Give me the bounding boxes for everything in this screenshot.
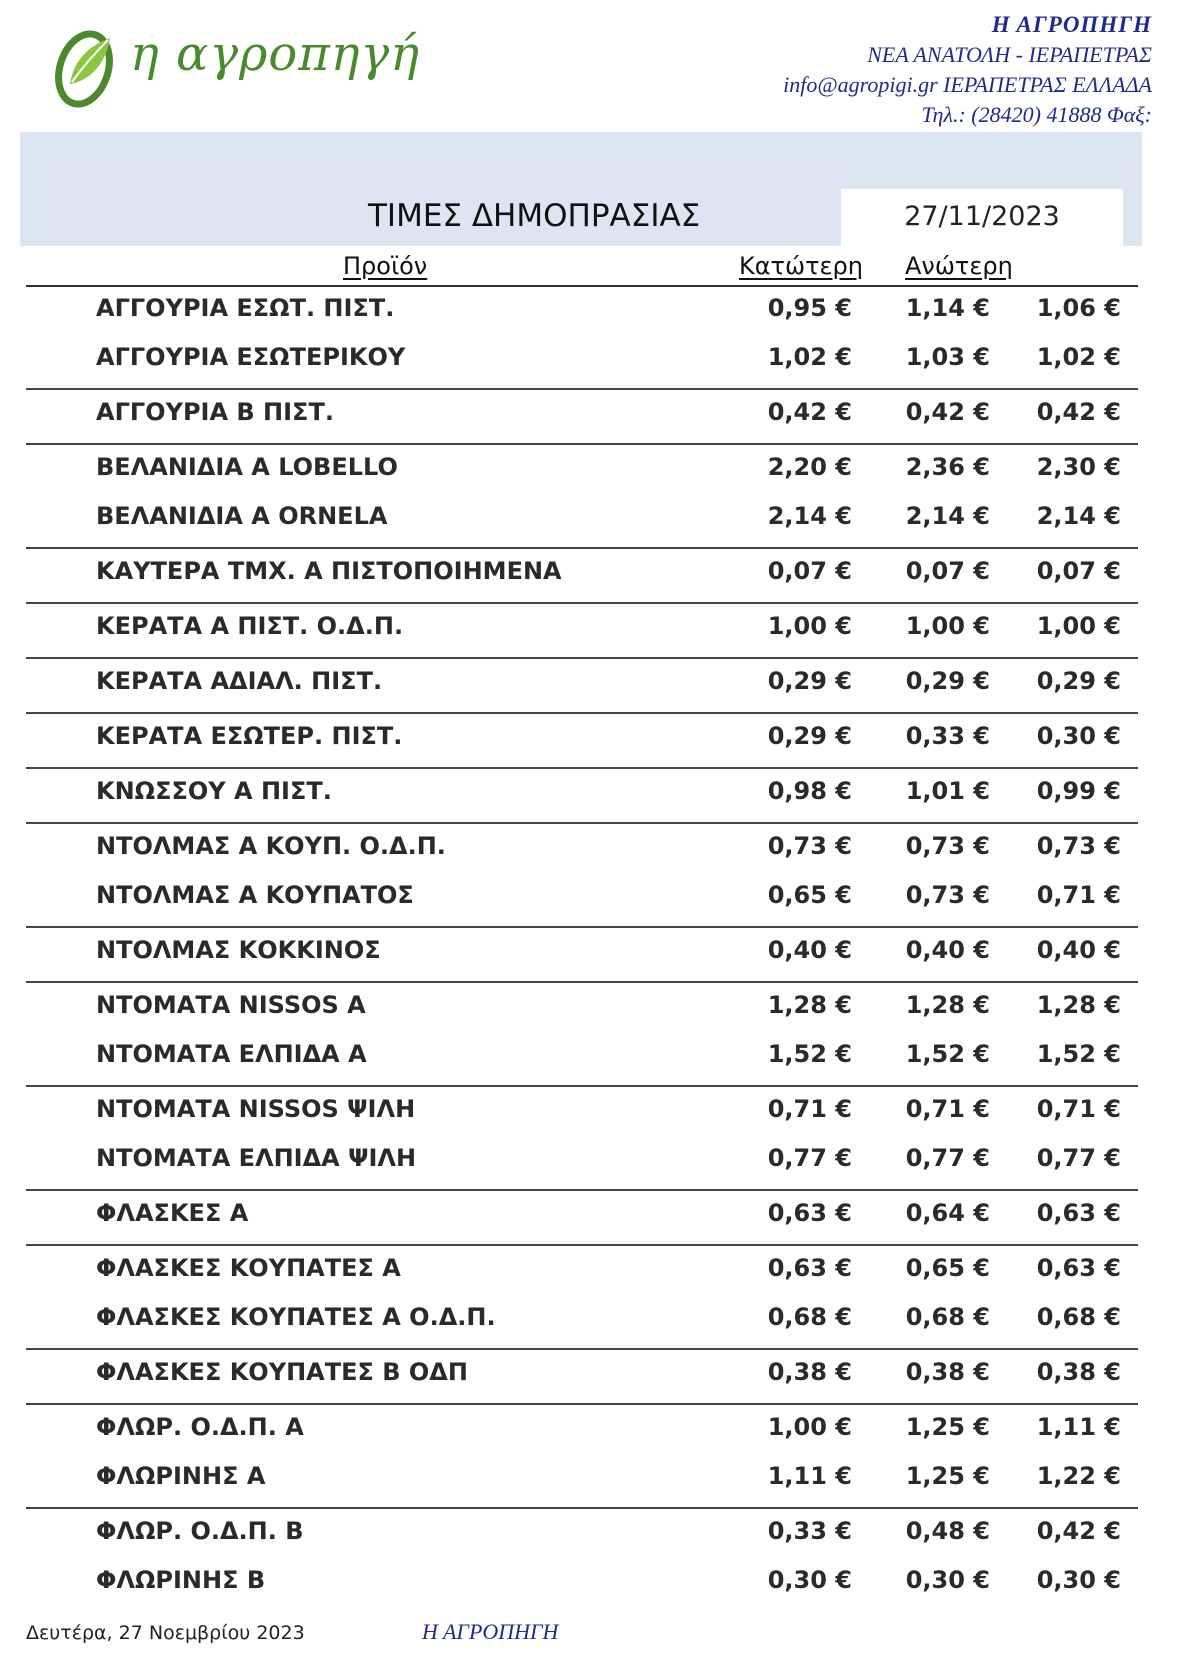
price-avg: 0,30 € xyxy=(1036,1566,1121,1594)
price-low: 1,02 € xyxy=(767,343,852,371)
row-separator xyxy=(26,443,1138,445)
price-avg: 0,29 € xyxy=(1036,667,1121,695)
product-name: ΦΛΩΡ. Ο.Δ.Π. Α xyxy=(96,1413,304,1441)
company-name: Η ΑΓΡΟΠΗΓΗ xyxy=(991,12,1152,37)
price-avg: 1,00 € xyxy=(1036,612,1121,640)
price-avg: 0,99 € xyxy=(1036,777,1121,805)
product-name: ΝΤΟΜΑΤΑ NISSOS Α xyxy=(96,991,366,1019)
price-avg: 0,73 € xyxy=(1036,832,1121,860)
price-low: 0,77 € xyxy=(767,1144,852,1172)
price-low: 2,20 € xyxy=(767,453,852,481)
price-high: 1,03 € xyxy=(905,343,990,371)
row-separator xyxy=(26,767,1138,769)
price-high: 0,65 € xyxy=(905,1254,990,1282)
row-separator xyxy=(26,1189,1138,1191)
price-avg: 0,77 € xyxy=(1036,1144,1121,1172)
price-high: 0,73 € xyxy=(905,832,990,860)
product-name: ΦΛΩΡΙΝΗΣ Β xyxy=(96,1566,266,1594)
price-high: 0,64 € xyxy=(905,1199,990,1227)
price-high: 1,00 € xyxy=(905,612,990,640)
price-high: 0,42 € xyxy=(905,398,990,426)
price-avg: 0,38 € xyxy=(1036,1358,1121,1386)
product-name: ΑΓΓΟΥΡΙΑ ΕΣΩΤ. ΠΙΣΤ. xyxy=(96,294,395,322)
row-separator xyxy=(26,822,1138,824)
price-low: 0,95 € xyxy=(767,294,852,322)
product-name: ΚΕΡΑΤΑ ΑΔΙΑΛ. ΠΙΣΤ. xyxy=(96,667,383,695)
row-separator xyxy=(26,926,1138,928)
product-name: ΚΝΩΣΣΟΥ Α ΠΙΣΤ. xyxy=(96,777,332,805)
footer-date: Δευτέρα, 27 Νοεμβρίου 2023 xyxy=(26,1622,305,1644)
product-name: ΝΤΟΜΑΤΑ NISSOS ΨΙΛΗ xyxy=(96,1095,416,1123)
price-low: 0,07 € xyxy=(767,557,852,585)
price-avg: 1,06 € xyxy=(1036,294,1121,322)
price-avg: 0,30 € xyxy=(1036,722,1121,750)
product-name: ΦΛΑΣΚΕΣ ΚΟΥΠΑΤΕΣ Α Ο.Δ.Π. xyxy=(96,1303,496,1331)
price-low: 0,30 € xyxy=(767,1566,852,1594)
price-low: 1,28 € xyxy=(767,991,852,1019)
price-high: 0,73 € xyxy=(905,881,990,909)
price-high: 1,25 € xyxy=(905,1413,990,1441)
price-avg: 1,28 € xyxy=(1036,991,1121,1019)
price-low: 0,42 € xyxy=(767,398,852,426)
price-low: 1,00 € xyxy=(767,612,852,640)
price-low: 0,63 € xyxy=(767,1199,852,1227)
price-avg: 0,71 € xyxy=(1036,1095,1121,1123)
price-avg: 1,11 € xyxy=(1036,1413,1121,1441)
price-high: 0,33 € xyxy=(905,722,990,750)
product-name: ΑΓΓΟΥΡΙΑ ΕΣΩΤΕΡΙΚΟΥ xyxy=(96,343,406,371)
product-name: ΚΕΡΑΤΑ ΕΣΩΤΕΡ. ΠΙΣΤ. xyxy=(96,722,403,750)
row-separator xyxy=(26,1244,1138,1246)
product-name: ΝΤΟΜΑΤΑ ΕΛΠΙΔΑ Α xyxy=(96,1040,367,1068)
price-avg: 2,30 € xyxy=(1036,453,1121,481)
header-low: Κατώτερη xyxy=(739,252,863,280)
company-email: info@agropigi.gr ΙΕΡΑΠΕΤΡΑΣ ΕΛΛΑΔΑ xyxy=(783,72,1152,97)
price-low: 0,29 € xyxy=(767,667,852,695)
price-low: 2,14 € xyxy=(767,502,852,530)
product-name: ΚΑΥΤΕΡΑ ΤΜΧ. Α ΠΙΣΤΟΠΟΙΗΜΕΝΑ xyxy=(96,557,562,585)
price-high: 1,14 € xyxy=(905,294,990,322)
price-avg: 1,52 € xyxy=(1036,1040,1121,1068)
price-avg: 0,42 € xyxy=(1036,1517,1121,1545)
product-name: ΦΛΑΣΚΕΣ ΚΟΥΠΑΤΕΣ Α xyxy=(96,1254,401,1282)
price-low: 1,00 € xyxy=(767,1413,852,1441)
row-separator xyxy=(26,388,1138,390)
price-low: 0,65 € xyxy=(767,881,852,909)
price-high: 0,30 € xyxy=(905,1566,990,1594)
row-separator xyxy=(26,547,1138,549)
price-high: 0,48 € xyxy=(905,1517,990,1545)
product-name: ΦΛΑΣΚΕΣ Α xyxy=(96,1199,249,1227)
row-separator xyxy=(26,1085,1138,1087)
product-name: ΝΤΟΜΑΤΑ ΕΛΠΙΔΑ ΨΙΛΗ xyxy=(96,1144,417,1172)
product-name: ΚΕΡΑΤΑ Α ΠΙΣΤ. Ο.Δ.Π. xyxy=(96,612,404,640)
price-high: 1,28 € xyxy=(905,991,990,1019)
product-name: ΦΛΩΡ. Ο.Δ.Π. Β xyxy=(96,1517,304,1545)
header-product: Προϊόν xyxy=(343,252,428,280)
company-phone: Τηλ.: (28420) 41888 Φαξ: xyxy=(921,102,1152,127)
price-high: 0,29 € xyxy=(905,667,990,695)
row-separator xyxy=(26,981,1138,983)
row-separator xyxy=(26,657,1138,659)
product-name: ΒΕΛΑΝΙΔΙΑ Α LOBELLO xyxy=(96,453,398,481)
price-low: 0,29 € xyxy=(767,722,852,750)
price-low: 0,33 € xyxy=(767,1517,852,1545)
row-separator xyxy=(26,1348,1138,1350)
price-high: 0,77 € xyxy=(905,1144,990,1172)
price-high: 0,38 € xyxy=(905,1358,990,1386)
product-name: ΝΤΟΛΜΑΣ ΚΟΚΚΙΝΟΣ xyxy=(96,936,381,964)
price-high: 1,52 € xyxy=(905,1040,990,1068)
product-name: ΝΤΟΛΜΑΣ Α ΚΟΥΠ. Ο.Δ.Π. xyxy=(96,832,446,860)
logo-text: η αγροπηγή xyxy=(130,26,420,82)
page-title: ΤΙΜΕΣ ΔΗΜΟΠΡΑΣΙΑΣ xyxy=(368,198,701,234)
price-low: 0,63 € xyxy=(767,1254,852,1282)
price-high: 2,14 € xyxy=(905,502,990,530)
price-avg: 2,14 € xyxy=(1036,502,1121,530)
product-name: ΝΤΟΛΜΑΣ Α ΚΟΥΠΑΤΟΣ xyxy=(96,881,414,909)
price-avg: 0,68 € xyxy=(1036,1303,1121,1331)
price-avg: 0,63 € xyxy=(1036,1254,1121,1282)
price-high: 0,71 € xyxy=(905,1095,990,1123)
price-avg: 1,02 € xyxy=(1036,343,1121,371)
product-name: ΑΓΓΟΥΡΙΑ Β ΠΙΣΤ. xyxy=(96,398,334,426)
price-high: 1,25 € xyxy=(905,1462,990,1490)
price-high: 0,07 € xyxy=(905,557,990,585)
row-separator xyxy=(26,712,1138,714)
price-low: 0,38 € xyxy=(767,1358,852,1386)
price-low: 1,11 € xyxy=(767,1462,852,1490)
row-separator xyxy=(26,1507,1138,1509)
price-avg: 0,71 € xyxy=(1036,881,1121,909)
price-avg: 0,42 € xyxy=(1036,398,1121,426)
price-low: 0,73 € xyxy=(767,832,852,860)
price-high: 2,36 € xyxy=(905,453,990,481)
price-high: 1,01 € xyxy=(905,777,990,805)
header-high: Ανώτερη xyxy=(905,252,1013,280)
price-low: 0,40 € xyxy=(767,936,852,964)
price-high: 0,40 € xyxy=(905,936,990,964)
product-name: ΒΕΛΑΝΙΔΙΑ Α ORNELA xyxy=(96,502,388,530)
price-low: 0,71 € xyxy=(767,1095,852,1123)
auction-date: 27/11/2023 xyxy=(841,189,1123,246)
price-avg: 0,63 € xyxy=(1036,1199,1121,1227)
footer-company: Η ΑΓΡΟΠΗΓΗ xyxy=(422,1619,559,1644)
price-avg: 0,40 € xyxy=(1036,936,1121,964)
row-separator xyxy=(26,1403,1138,1405)
price-high: 0,68 € xyxy=(905,1303,990,1331)
row-separator xyxy=(26,602,1138,604)
price-avg: 1,22 € xyxy=(1036,1462,1121,1490)
product-name: ΦΛΑΣΚΕΣ ΚΟΥΠΑΤΕΣ Β ΟΔΠ xyxy=(96,1358,468,1386)
price-avg: 0,07 € xyxy=(1036,557,1121,585)
company-address: ΝΕΑ ΑΝΑΤΟΛΗ - ΙΕΡΑΠΕΤΡΑΣ xyxy=(867,42,1152,67)
price-low: 0,98 € xyxy=(767,777,852,805)
price-low: 1,52 € xyxy=(767,1040,852,1068)
product-name: ΦΛΩΡΙΝΗΣ Α xyxy=(96,1462,266,1490)
price-low: 0,68 € xyxy=(767,1303,852,1331)
